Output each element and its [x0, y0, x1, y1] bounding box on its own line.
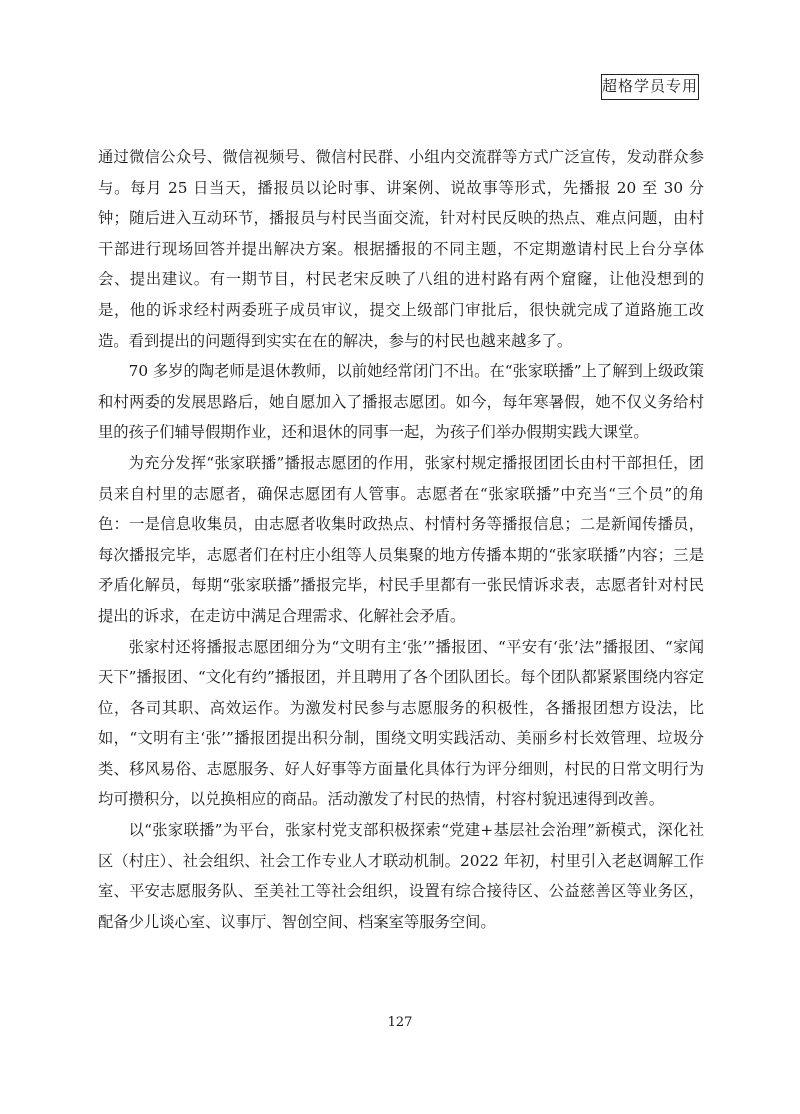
- paragraph-1: 通过微信公众号、微信视频号、微信村民群、小组内交流群等方式广泛宣传，发动群众参与。每月 25 日当天，播报员以论时事、讲案例、说故事等形式，先播报 20 至 30 分钟；随后进入互动环节，播报员与村民当面交流，针对村民反映的热点、难点问题，由村干部进行现场回答并提出解决方案。根据播报的不同主题，不定期邀请村民上台分享体会、提出建议。有一期节目，村民老宋反映了八组的进村路有两个窟窿，让他没想到的是，他的诉求经村两委班子成员审议，提交上级部门审批后，很快就完成了道路施工改造。看到提出的问题得到实实在在的解决，参与的村民也越来越多了。: [98, 148, 704, 350]
- paragraph-3: 为充分发挥“张家联播”播报志愿团的作用，张家村规定播报团团长由村干部担任，团员来自村里的志愿者，确保志愿团有人管事。志愿者在“张家联播”中充当“三个员”的角色：一是信息收集员，由志愿者收集时政热点、村情村务等播报信息；二是新闻传播员，每次播报完毕，志愿者们在村庄小组等人员集聚的地方传播本期的“张家联播”内容；三是矛盾化解员，每期“张家联播”播报完毕，村民手里都有一张民情诉求表，志愿者针对村民提出的诉求，在走访中满足合理需求、化解社会矛盾。: [98, 453, 704, 625]
- restricted-use-badge: 超格学员专用: [601, 74, 699, 100]
- paragraph-2: 70 多岁的陶老师是退休教师，以前她经常闭门不出。在“张家联播”上了解到上级政策和村两委的发展思路后，她自愿加入了播报志愿团。如今，每年寒暑假，她不仅义务给村里的孩子们辅导假期作业，还和退休的同事一起，为孩子们举办假期实践大课堂。: [98, 362, 704, 442]
- page-number: 127: [387, 1015, 413, 1030]
- paragraph-4: 张家村还将播报志愿团细分为“文明有主‘张’”播报团、“平安有‘张’法”播报团、“家闻天下”播报团、“文化有约”播报团，并且聘用了各个团队团长。每个团队都紧紧围绕内容定位，各司其职、高效运作。为激发村民参与志愿服务的积极性，各播报团想方设法，比如，“文明有主‘张’”播报团提出积分制，围绕文明实践活动、美丽乡村长效管理、垃圾分类、移风易俗、志愿服务、好人好事等方面量化具体行为评分细则，村民的日常文明行为均可攒积分，以兑换相应的商品。活动激发了村民的热情，村容村貌迅速得到改善。: [98, 637, 704, 809]
- paragraph-5: 以“张家联播”为平台，张家村党支部积极探索“党建+基层社会治理”新模式，深化社区（村庄）、社会组织、社会工作专业人才联动机制。2022 年初，村里引入老赵调解工作室、平安志愿服务队、至美社工等社会组织，设置有综合接待区、公益慈善区等业务区，配备少儿谈心室、议事厅、智创空间、档案室等服务空间。: [98, 821, 704, 931]
- article-body: [98, 142, 704, 937]
